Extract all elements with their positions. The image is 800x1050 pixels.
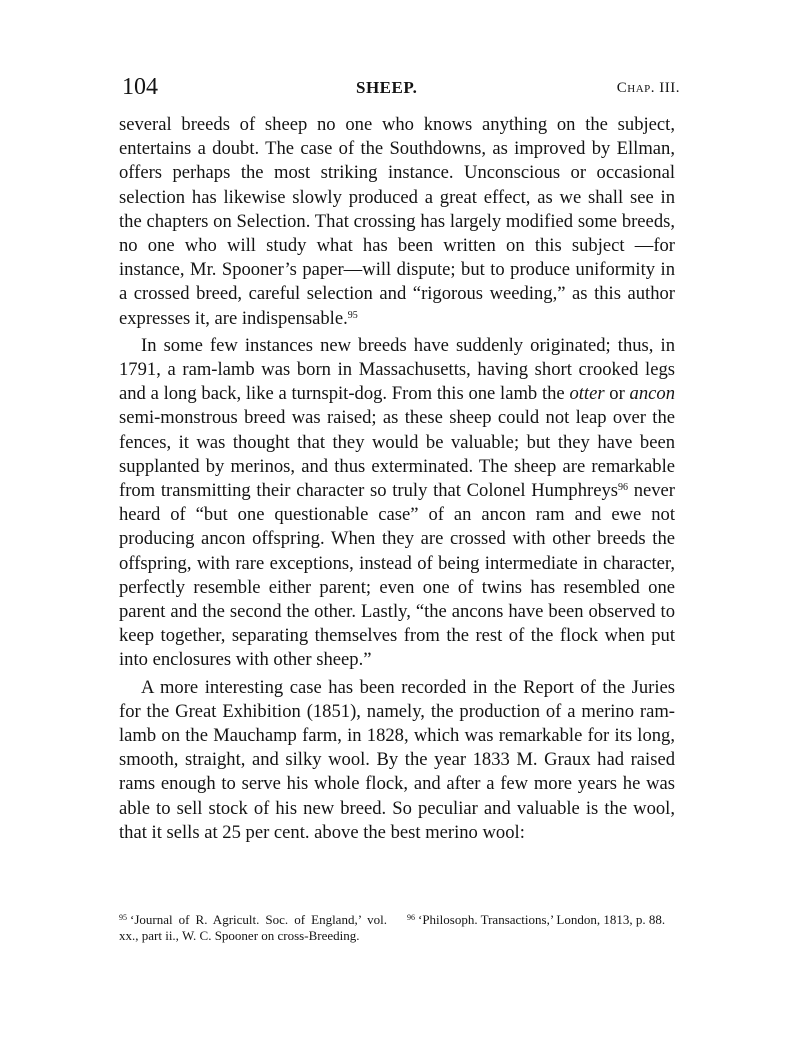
paragraph bbox=[119, 113, 675, 331]
italic-term: otter bbox=[569, 383, 605, 405]
footnote-ref[interactable]: 95 bbox=[347, 309, 358, 321]
chapter-label: Chap. III. bbox=[616, 80, 680, 96]
paragraph-text: never heard of “but one questionable case” of an ancon ram and ewe not producing ancon offspring. When they are crossed with other breeds the offspring, with rare exceptions, instead of being intermediate in character, perfectly resemble either parent; even one of twins has resembled one parent and the second the other. Lastly, “the ancons have been observed to keep together, separating themselves from the rest of the flock when put into enclosures with other sheep.” bbox=[119, 480, 675, 671]
paragraph-text: or bbox=[604, 383, 630, 405]
footnote-text: ‘Philosoph. Transactions,’ London, 1813, p. 88. bbox=[418, 912, 666, 927]
paragraph-text: several breeds of sheep no one who knows anything on the subject, entertains a doubt. The case of the Southdowns, as improved by Ellman, offers perhaps the most striking instance. Unconscious or occasional selection has likewise slowly produced a great effect, as we shall see in the chapters on Selection. That crossing has largely modified some breeds, no one who will study what has been written on this subject —for instance, Mr. Spooner’s paper—will dispute; but to produce uniformity in a crossed breed, careful selection and “rigorous weeding,” as this author expresses it, are indispensable. bbox=[119, 114, 675, 329]
footnote-mark: 96 bbox=[407, 913, 415, 922]
page-header bbox=[118, 74, 680, 104]
page-number: 104 bbox=[122, 74, 158, 100]
footnote bbox=[119, 910, 387, 944]
footnote-ref[interactable]: 96 bbox=[618, 482, 628, 494]
footnote-mark: 95 bbox=[119, 913, 127, 922]
footnote bbox=[407, 910, 681, 928]
paragraph bbox=[119, 676, 675, 845]
paragraph-text: semi-monstrous breed was raised; as these sheep could not leap over the fences, it was thought that they would be valuable; but they have been supplanted by merinos, and thus exterminated. The sheep are remarkable from transmitting their character so truly that Colonel Humphreys bbox=[119, 407, 675, 502]
body-text bbox=[119, 113, 675, 845]
italic-term: ancon bbox=[629, 383, 675, 405]
running-title: SHEEP. bbox=[356, 78, 418, 97]
paragraph-text: A more interesting case has been recorded in the Report of the Juries for the Great Exhibition (1851), namely, the production of a merino ram-lamb on the Mauchamp farm, in 1828, which was remarkable for its long, smooth, straight, and silky wool. By the year 1833 M. Graux had raised rams enough to serve his whole flock, and after a few more years he was able to sell stock of his new breed. So peculiar and valuable is the wool, that it sells at 25 per cent. above the best merino wool: bbox=[119, 676, 675, 843]
paragraph-text: In some few instances new breeds have suddenly originated; thus, in 1791, a ram-lamb was born in Massachusetts, having short crooked legs and a long back, like a turnspit-dog. From this one lamb the bbox=[119, 334, 675, 405]
footnote-text: ‘Journal of R. Agricult. Soc. of England,’ vol. xx., part ii., W. C. Spooner on cross-Breeding. bbox=[119, 912, 387, 943]
paragraph bbox=[119, 334, 675, 673]
